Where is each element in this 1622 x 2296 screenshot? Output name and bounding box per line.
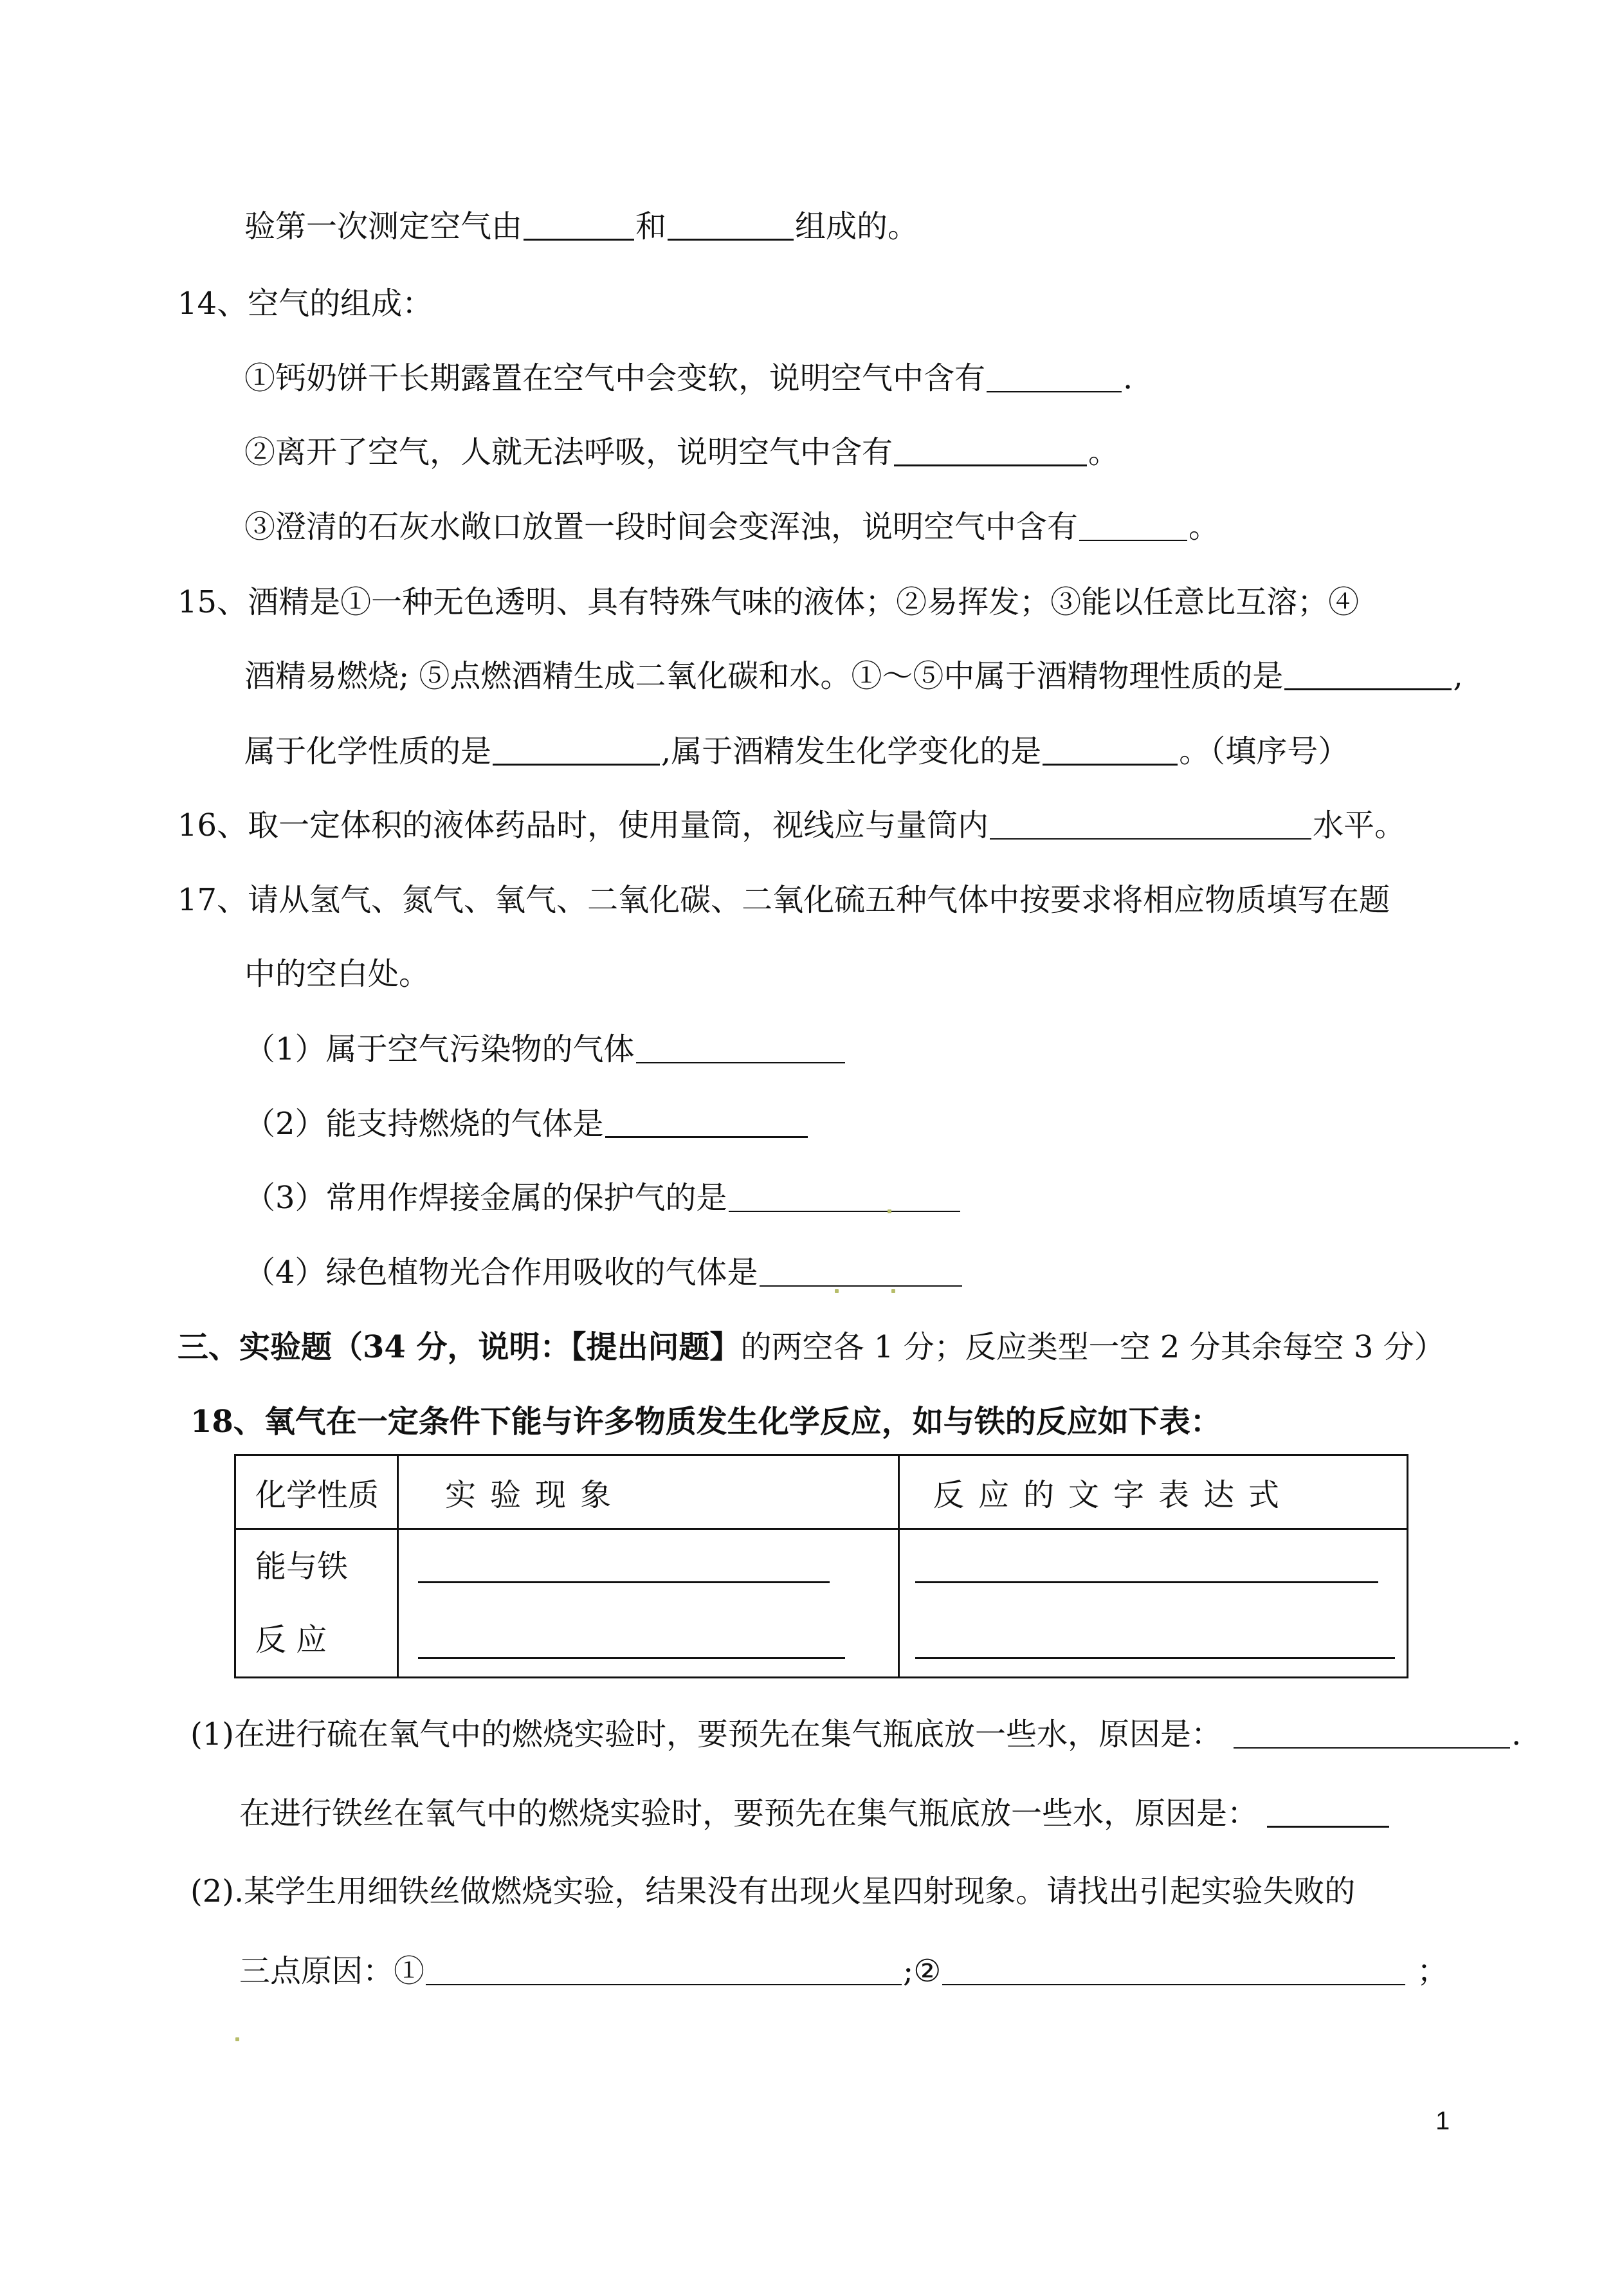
q18-part-2b <box>239 1952 1448 1990</box>
q18-col-property: 化学性质 <box>235 1455 398 1529</box>
q18-part-2b-a: 三点原因：① <box>239 1953 425 1989</box>
q15-line-3-b: ,属于酒精发生化学变化的是 <box>661 733 1042 769</box>
q18-part-1 <box>190 1715 1521 1754</box>
scan-speck <box>891 1289 895 1293</box>
q13-text-b: 和 <box>635 208 667 244</box>
q18-part-1b-text: 在进行铁丝在氧气中的燃烧实验时，要预先在集气瓶底放一些水，原因是： <box>239 1795 1259 1832</box>
q18-row-label-2: 反 应 <box>255 1622 327 1658</box>
q14-item-1 <box>244 359 1133 398</box>
q15-line-2 <box>244 657 1463 695</box>
q18-part-1-end: . <box>1511 1716 1522 1752</box>
q15-blank-change[interactable] <box>1043 733 1178 766</box>
scan-speck <box>888 1209 891 1213</box>
q18-expression-blank-1[interactable] <box>915 1581 1378 1583</box>
q13-continuation <box>244 207 918 246</box>
q18-expression-blank-2[interactable] <box>915 1657 1395 1659</box>
q18-part-1b <box>239 1794 1390 1833</box>
scan-speck <box>235 2037 239 2041</box>
q16-blank[interactable] <box>990 807 1311 840</box>
q15-line-3-a: 属于化学性质的是 <box>244 733 492 769</box>
q18-row-label-1: 能与铁 <box>255 1548 349 1584</box>
q13-text-c: 组成的。 <box>795 208 919 244</box>
q15-line-3 <box>244 732 1349 771</box>
q17-blank-4[interactable] <box>760 1254 962 1287</box>
q18-table <box>234 1454 1408 1678</box>
q14-item-3-end: 。 <box>1189 509 1220 545</box>
q17-line-2: 中的空白处。 <box>244 956 430 992</box>
q18-col-phenomenon: 实验现象 <box>398 1455 899 1529</box>
q14-blank-2[interactable] <box>894 434 1087 466</box>
q14-item-1-text: ①钙奶饼干长期露置在空气中会变软，说明空气中含有 <box>244 360 986 396</box>
q13-blank-2[interactable] <box>668 208 794 241</box>
q18-part-1-blank[interactable] <box>1234 1716 1510 1749</box>
q14-item-2-end: 。 <box>1088 434 1120 470</box>
q17-item-2 <box>244 1105 809 1143</box>
q18-reason-blank-1[interactable] <box>426 1953 902 1985</box>
q17-item-1-text: （1）属于空气污染物的气体 <box>244 1031 635 1067</box>
q13-blank-1[interactable] <box>524 208 634 241</box>
q17-item-3-text: （3）常用作焊接金属的保护气的是 <box>244 1180 727 1216</box>
q15-blank-chemical[interactable] <box>493 733 660 766</box>
q15-line-2-text: 酒精易燃烧; ⑤点燃酒精生成二氧化碳和水。①～⑤中属于酒精物理性质的是 <box>244 658 1284 694</box>
q18-reason-blank-2[interactable] <box>942 1953 1405 1985</box>
q15-line-1: 15、酒精是①一种无色透明、具有特殊气味的液体；②易挥发；③能以任意比互溶；④ <box>178 584 1360 620</box>
q18-table-row-iron <box>235 1529 1408 1678</box>
q17-blank-2[interactable] <box>605 1105 808 1138</box>
q13-text-a: 验第一次测定空气由 <box>244 208 523 244</box>
q14-item-1-end: . <box>1123 360 1133 396</box>
q17-item-3 <box>244 1179 961 1217</box>
q14-item-3 <box>244 508 1219 546</box>
q17-line-1: 17、请从氢气、氮气、氧气、二氧化碳、二氧化硫五种气体中按要求将相应物质填写在题 <box>178 882 1390 918</box>
q14-item-2 <box>244 433 1119 472</box>
q17-blank-3[interactable] <box>729 1180 960 1212</box>
section3-scoring: 的两空各 1 分；反应类型一空 2 分其余每空 3 分） <box>740 1329 1445 1365</box>
q18-cell-property <box>235 1529 398 1678</box>
page-number: 1 <box>1435 2107 1450 2135</box>
q18-cell-expression <box>899 1529 1408 1678</box>
q15-line-3-c: 。（填序号） <box>1179 733 1349 769</box>
q18-part-2: (2).某学生用细铁丝做燃烧实验，结果没有出现火星四射现象。请找出引起实验失败的 <box>190 1873 1356 1909</box>
q15-line-2-end: , <box>1453 658 1463 694</box>
scan-speck <box>835 1289 839 1293</box>
q16-text: 16、取一定体积的液体药品时，使用量筒，视线应与量筒内 <box>178 807 989 843</box>
q18-part-1b-blank[interactable] <box>1267 1795 1389 1828</box>
q18-table-header-row <box>235 1455 1408 1529</box>
q18-phenomenon-blank-2[interactable] <box>418 1657 845 1659</box>
q14-title: 14、空气的组成： <box>178 286 433 322</box>
q17-item-4-text: （4）绿色植物光合作用吸收的气体是 <box>244 1254 758 1290</box>
q15-blank-physical[interactable] <box>1284 657 1452 690</box>
q14-item-3-text: ③澄清的石灰水敞口放置一段时间会变浑浊，说明空气中含有 <box>244 509 1079 545</box>
q17-item-2-text: （2）能支持燃烧的气体是 <box>244 1106 604 1142</box>
section3-title: 三、实验题（34 分，说明： <box>178 1329 571 1365</box>
section3-heading <box>178 1328 1445 1366</box>
q16-end: 水平。 <box>1313 807 1406 843</box>
q16-line <box>178 806 1405 845</box>
q18-part-1-text: (1)在进行硫在氧气中的燃烧实验时，要预先在集气瓶底放一些水，原因是： <box>190 1716 1222 1752</box>
q18-part-2b-c: ； <box>1417 1953 1448 1989</box>
q14-blank-1[interactable] <box>987 360 1122 392</box>
q14-blank-3[interactable] <box>1079 509 1187 541</box>
q18-col-expression: 反应的文字表达式 <box>899 1455 1408 1529</box>
q18-phenomenon-blank-1[interactable] <box>418 1581 830 1583</box>
q14-item-2-text: ②离开了空气，人就无法呼吸，说明空气中含有 <box>244 434 893 470</box>
section3-question-tag: 【提出问题】 <box>570 1329 741 1365</box>
q18-cell-phenomenon <box>398 1529 899 1678</box>
q17-item-1 <box>244 1030 846 1069</box>
q17-blank-1[interactable] <box>636 1031 845 1063</box>
q17-item-4 <box>244 1253 963 1292</box>
q18-title: 18、氧气在一定条件下能与许多物质发生化学反应，如与铁的反应如下表： <box>190 1404 1221 1440</box>
q18-part-2b-b: ;② <box>903 1953 942 1989</box>
